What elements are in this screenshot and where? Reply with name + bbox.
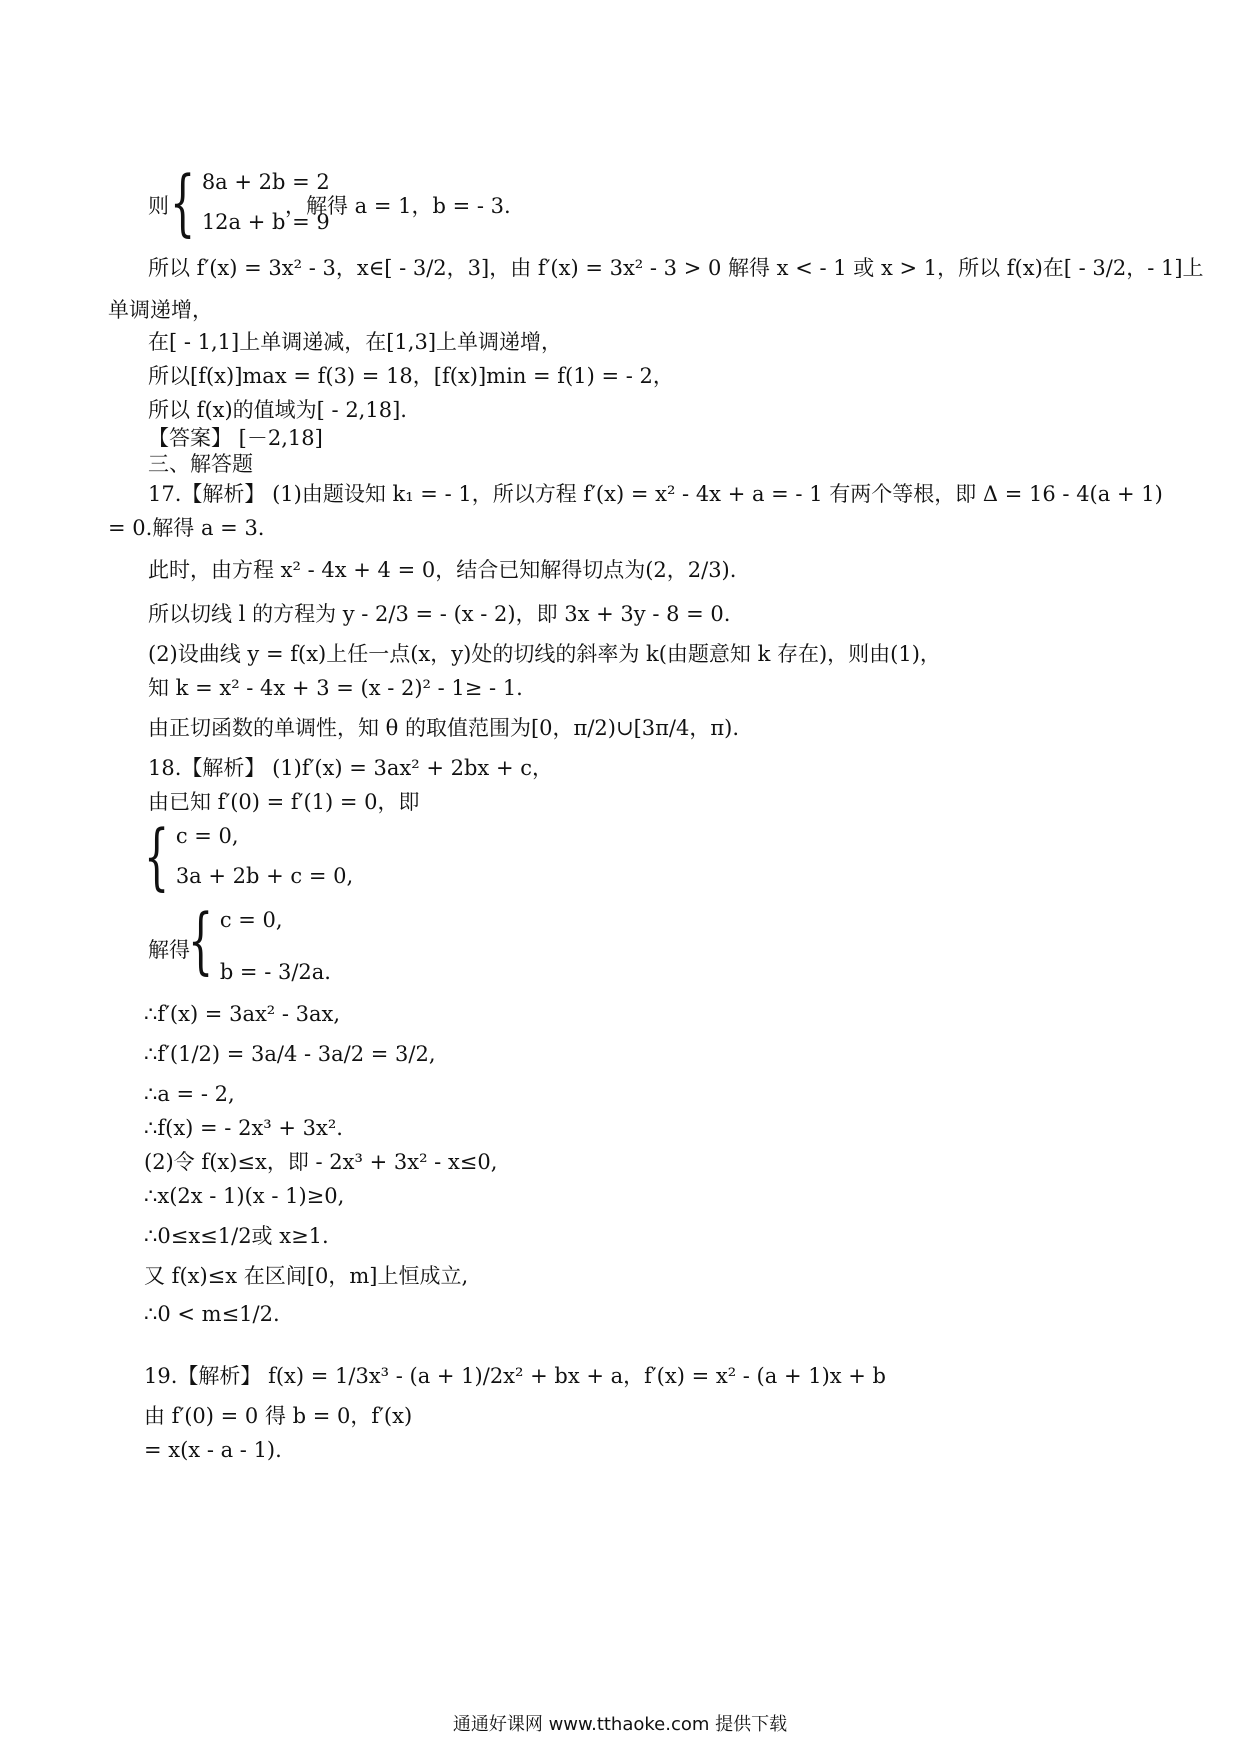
text-line: ∴x(2x - 1)(x - 1)≥0,: [144, 1184, 345, 1208]
equation: b = - 3/2a.: [219, 960, 331, 984]
text-line: 此时，由方程 x² - 4x + 4 = 0，结合已知解得切点为(2，2/3).: [148, 558, 737, 582]
equation: 3a + 2b + c = 0,: [175, 864, 354, 888]
equation-system: [144, 814, 354, 898]
text-line: 由 f′(0) = 0 得 b = 0，f′(x): [144, 1404, 413, 1428]
text-line: (2)令 f(x)≤x，即 - 2x³ + 3x² - x≤0,: [144, 1150, 498, 1174]
text-line: 所以[f(x)]max = f(3) = 18，[f(x)]min = f(1) = - 2，: [148, 364, 674, 388]
text-line: 所以切线 l 的方程为 y - 2/3 = - (x - 2)，即 3x + 3y - 8 = 0.: [148, 602, 731, 626]
text-line: 18.【解析】 (1)f′(x) = 3ax² + 2bx + c，: [148, 756, 553, 780]
text-line: 则: [148, 194, 169, 218]
text-line: 由已知 f′(0) = f′(1) = 0，即: [148, 790, 420, 814]
text-line: ，解得 a = 1，b = - 3.: [285, 194, 511, 218]
text-line: 所以 f(x)的值域为[ - 2,18].: [148, 398, 407, 422]
equation: 12a + b = 9: [201, 210, 330, 234]
text-line: 知 k = x² - 4x + 3 = (x - 2)² - 1≥ - 1.: [148, 676, 523, 700]
text-line: 单调递增，: [108, 298, 213, 322]
text-line: 17.【解析】 (1)由题设知 k₁ = - 1，所以方程 f′(x) = x² - 4x + a = - 1 有两个等根，即 Δ = 16 - 4(a + 1): [148, 482, 1163, 506]
brace-icon: {: [188, 898, 214, 982]
text-line: 19.【解析】 f(x) = 1/3x³ - (a + 1)/2x² + bx + a，f′(x) = x² - (a + 1)x + b: [144, 1364, 887, 1388]
brace-icon: {: [170, 160, 196, 244]
text-line: 解得: [148, 938, 190, 962]
text-line: 又 f(x)≤x 在区间[0，m]上恒成立,: [144, 1264, 469, 1288]
equation-system: [188, 898, 331, 988]
text-line: ∴0≤x≤1/2或 x≥1.: [144, 1224, 329, 1248]
answer-line: 【答案】 [－2,18]: [148, 426, 323, 450]
text-line: 在[ - 1,1]上单调递减，在[1,3]上单调递增，: [148, 330, 563, 354]
text-line: = 0.解得 a = 3.: [108, 516, 265, 540]
text-line: 所以 f′(x) = 3x² - 3，x∈[ - 3/2，3]，由 f′(x) = 3x² - 3 > 0 解得 x < - 1 或 x > 1，所以 f(x)在[ - 3/2，- 1]上: [148, 256, 1204, 280]
text-line: ∴f′(x) = 3ax² - 3ax,: [144, 1002, 341, 1026]
equation: c = 0,: [219, 908, 283, 932]
text-line: 由正切函数的单调性，知 θ 的取值范围为[0，π/2)∪[3π/4，π).: [148, 716, 740, 740]
text-line: ∴f′(1/2) = 3a/4 - 3a/2 = 3/2,: [144, 1042, 436, 1066]
text-line: = x(x - a - 1).: [144, 1438, 282, 1462]
page-footer: 通通好课网 www.tthaoke.com 提供下载: [452, 1714, 788, 1735]
equation: 8a + 2b = 2: [201, 170, 330, 194]
section-heading: 三、解答题: [148, 452, 253, 476]
equation: c = 0,: [175, 824, 239, 848]
text-line: ∴a = - 2,: [144, 1082, 235, 1106]
text-line: ∴f(x) = - 2x³ + 3x².: [144, 1116, 343, 1140]
brace-icon: {: [144, 814, 170, 898]
text-line: ∴0 < m≤1/2.: [144, 1302, 280, 1326]
text-line: (2)设曲线 y = f(x)上任一点(x，y)处的切线的斜率为 k(由题意知 k 存在)，则由(1)，: [148, 642, 941, 666]
